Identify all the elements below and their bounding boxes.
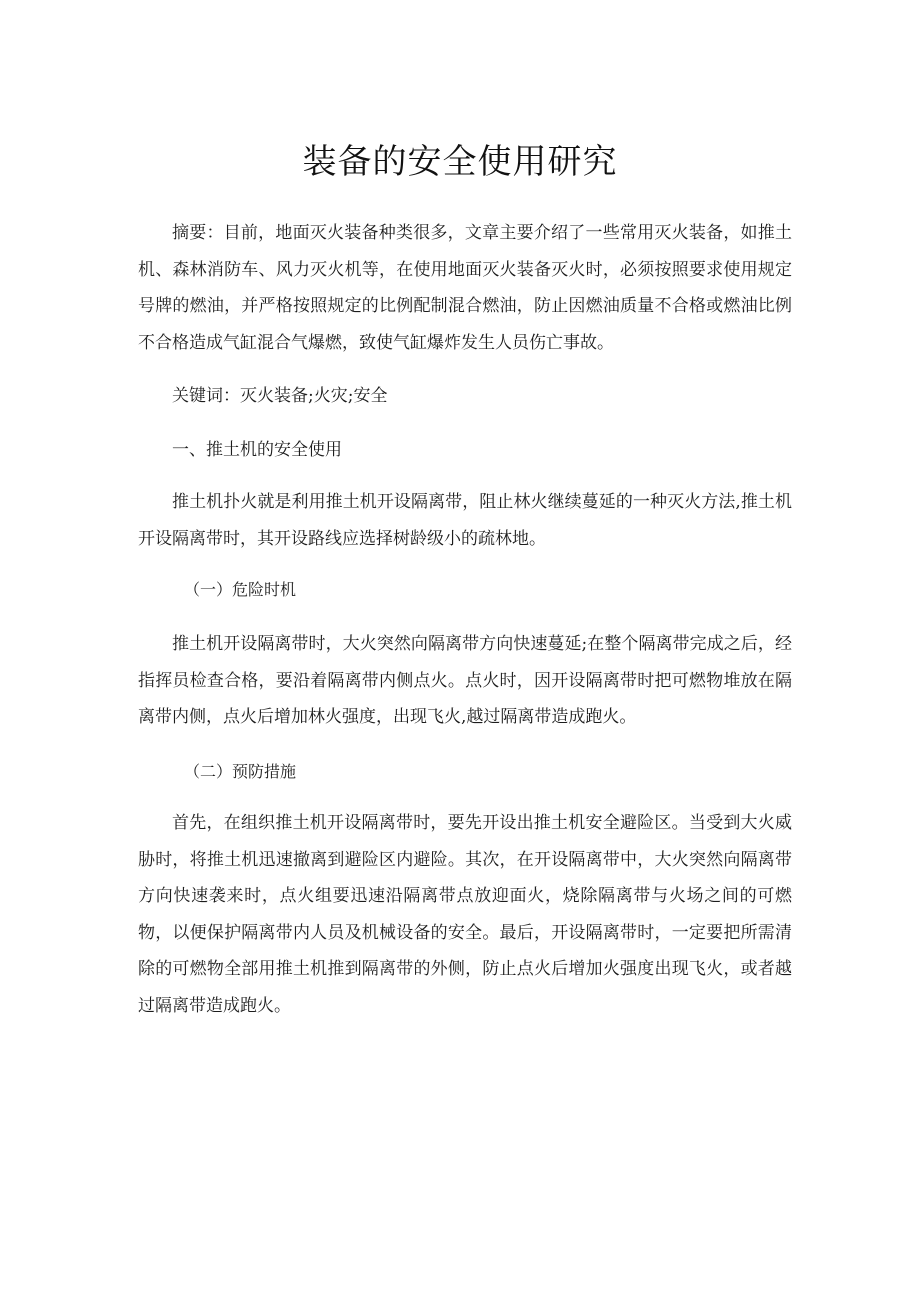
abstract-paragraph: 摘要：目前，地面灭火装备种类很多，文章主要介绍了一些常用灭火装备，如推土机、森林消防车、风力灭火机等，在使用地面灭火装备灭火时，必须按照要求使用规定号牌的燃油，并严格按照规定的比例配制混合燃油，防止因燃油质量不合格或燃油比例不合格造成气缸混合气爆燃，致使气缸爆炸发生人员伤亡事故。	[138, 223, 792, 353]
document-title: 装备的安全使用研究	[302, 142, 618, 182]
subsection-paragraph-danger-timing: 推土机开设隔离带时，大火突然向隔离带方向快速蔓延;在整个隔离带完成之后，经指挥员检查合格，要沿着隔离带内侧点火。点火时，因开设隔离带时把可燃物堆放在隔离带内侧，点火后增加林火强度，出现飞火,越过隔离带造成跑火。	[138, 634, 792, 727]
section-paragraph: 推土机扑火就是利用推土机开设隔离带，阻止林火继续蔓延的一种灭火方法,推土机开设隔离带时，其开设路线应选择树龄级小的疏林地。	[138, 492, 792, 549]
subsection-paragraph-prevention: 首先，在组织推土机开设隔离带时，要先开设出推土机安全避险区。当受到大火威胁时，将推土机迅速撤离到避险区内避险。其次，在开设隔离带中，大火突然向隔离带方向快速袭来时，点火组要迅速沿隔离带点放迎面火，烧除隔离带与火场之间的可燃物，以便保护隔离带内人员及机械设备的安全。最后，开设隔离带时，一定要把所需清除的可燃物全部用推土机推到隔离带的外侧，防止点火后增加火强度出现飞火，或者越过隔离带造成跑火。	[138, 813, 792, 1016]
keywords-line: 关键词：灭火装备;火灾;安全	[172, 386, 388, 406]
section-heading: 一、推土机的安全使用	[172, 440, 342, 460]
subsection-heading-danger-timing: （一）危险时机	[184, 580, 297, 599]
subsection-heading-prevention: （二）预防措施	[184, 762, 297, 781]
